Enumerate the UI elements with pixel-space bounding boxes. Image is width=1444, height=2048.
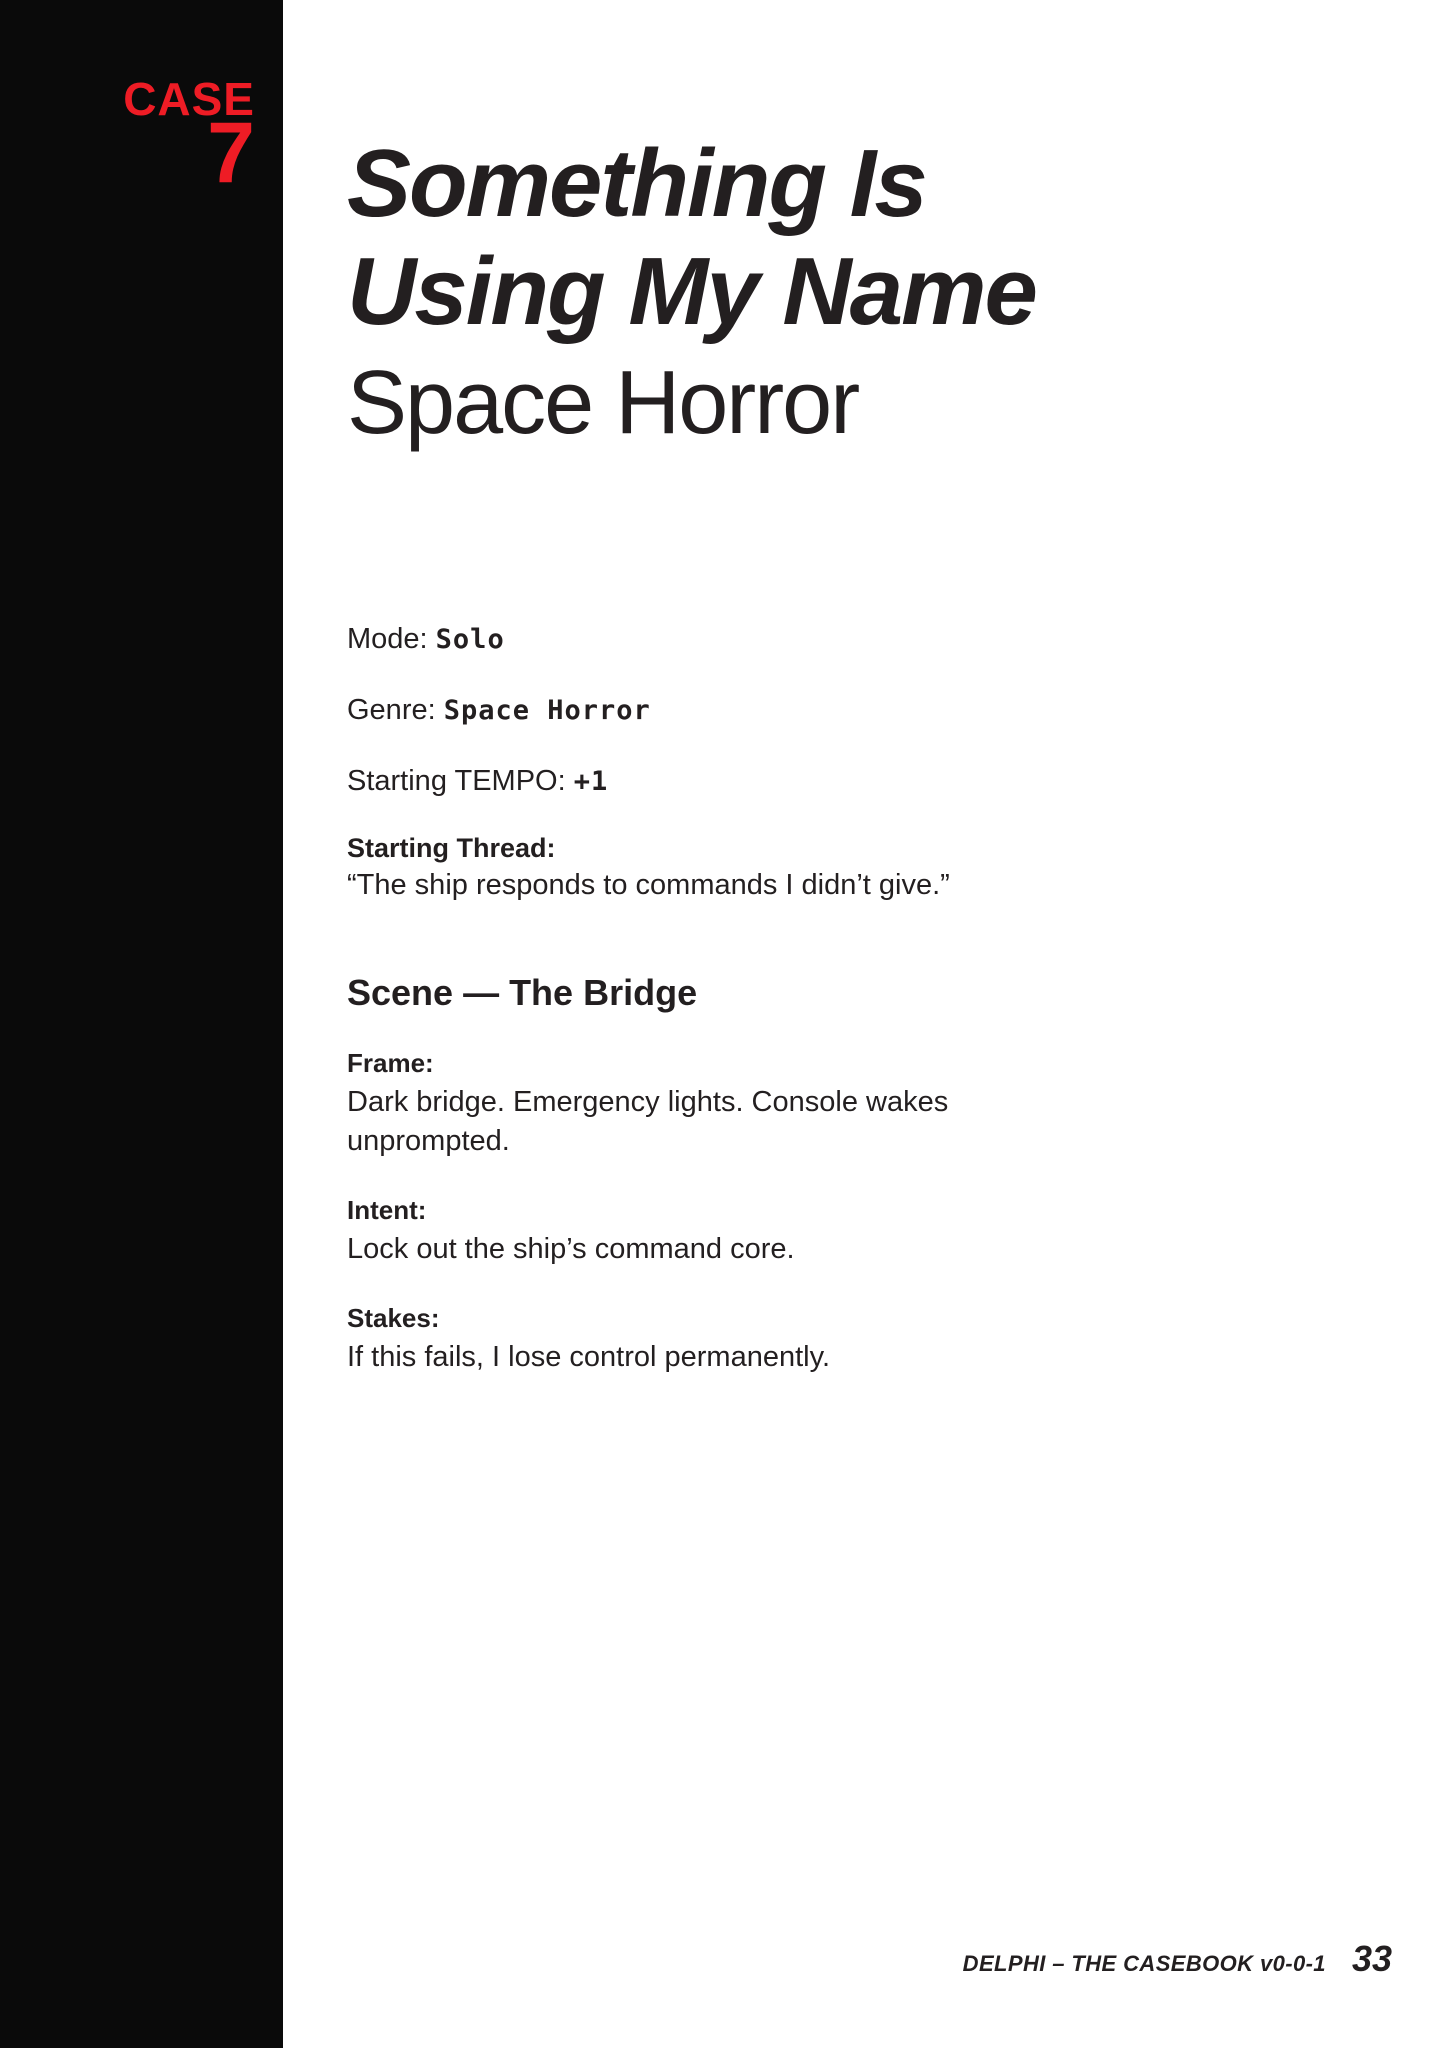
case-marker bbox=[0, 73, 255, 202]
scene-field-frame bbox=[347, 1048, 1347, 1161]
page-number: 33 bbox=[1351, 1938, 1392, 1979]
starting-thread-label: Starting Thread: bbox=[347, 833, 556, 864]
left-black-band bbox=[0, 0, 283, 2048]
stakes-text: If this fails, I lose control permanently. bbox=[347, 1340, 831, 1373]
frame-text: Dark bridge. Emergency lights. Console wakes unprompted. bbox=[347, 1085, 949, 1157]
stakes-label: Stakes: bbox=[347, 1302, 440, 1333]
footer-label: DELPHI – THE CASEBOOK v0-0-1 bbox=[962, 1951, 1326, 1976]
frame-label: Frame: bbox=[347, 1047, 434, 1078]
starting-thread-text: “The ship responds to commands I didn’t give.” bbox=[347, 869, 950, 902]
meta-row-tempo bbox=[347, 762, 1347, 801]
page-title-line-1: Something Is bbox=[347, 130, 926, 237]
scene-field-intent bbox=[347, 1195, 1347, 1269]
scene-field-stakes bbox=[347, 1303, 1347, 1377]
starting-thread-block bbox=[347, 833, 1347, 905]
band-gutter bbox=[283, 0, 295, 2048]
page-footer bbox=[963, 1938, 1392, 1980]
meta-block bbox=[347, 620, 1347, 906]
scene-heading: Scene — The Bridge bbox=[347, 971, 698, 1013]
mode-label: Mode: bbox=[347, 623, 428, 655]
intent-label: Intent: bbox=[347, 1194, 427, 1225]
title-block bbox=[347, 0, 1347, 453]
case-word: CASE bbox=[123, 73, 255, 125]
content-column bbox=[347, 0, 1347, 1411]
genre-label: Genre: bbox=[347, 694, 436, 727]
tempo-value: +1 bbox=[573, 766, 609, 798]
tempo-label: Starting TEMPO: bbox=[347, 765, 566, 798]
genre-value: Space Horror bbox=[443, 695, 651, 727]
page-title-line-2: Using My Name bbox=[347, 238, 1036, 345]
meta-row-genre bbox=[347, 691, 1347, 730]
mode-value: Solo bbox=[435, 624, 505, 655]
case-number: 7 bbox=[207, 105, 255, 202]
intent-text: Lock out the ship’s command core. bbox=[347, 1232, 795, 1265]
page-subtitle: Space Horror bbox=[347, 353, 859, 453]
meta-row-mode bbox=[347, 620, 1347, 659]
